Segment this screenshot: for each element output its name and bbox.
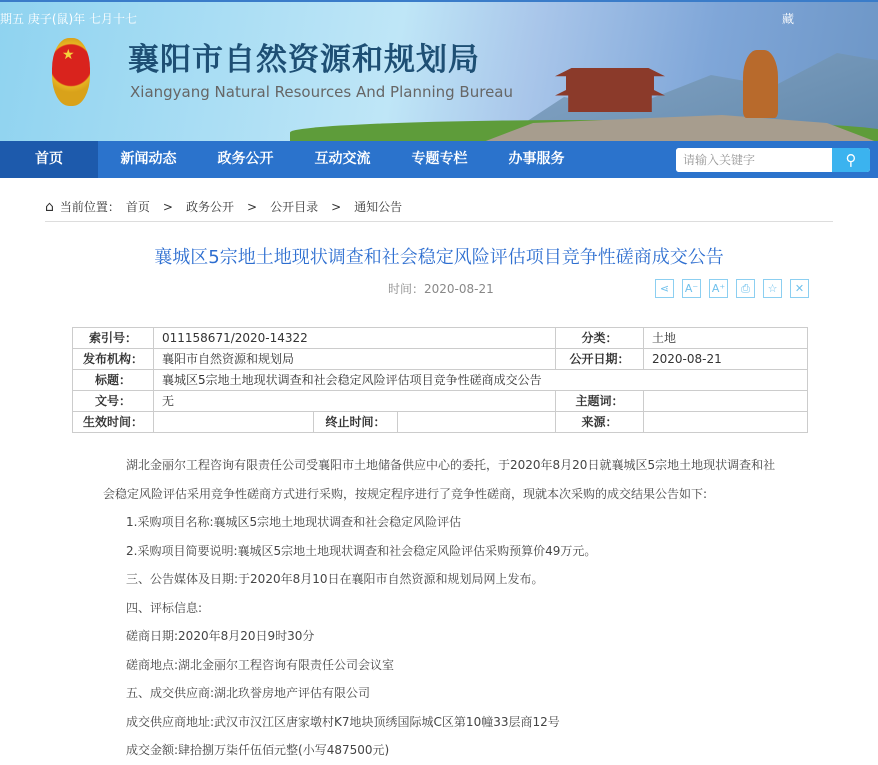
effective-label: 生效时间： xyxy=(73,412,154,433)
breadcrumb-catalog[interactable]: 公开目录 xyxy=(270,200,319,214)
keywords-value xyxy=(644,391,808,412)
lunar-date: 期五 庚子(鼠)年 七月十七 xyxy=(0,12,137,26)
header-banner xyxy=(0,0,878,141)
close-icon[interactable]: ✕ xyxy=(790,279,809,298)
print-icon[interactable]: ⎙ xyxy=(736,279,755,298)
paragraph: 五、成交供应商:湖北玖誉房地产评估有限公司 xyxy=(126,686,371,700)
breadcrumb-label: 当前位置： xyxy=(59,200,120,214)
breadcrumb-separator: > xyxy=(247,200,258,214)
home-icon: ⌂ xyxy=(45,199,54,215)
metadata-table xyxy=(72,327,808,433)
paragraph: 2.采购项目简要说明:襄城区5宗地土地现状调查和社会稳定风险评估采购预算价49万元。 xyxy=(126,543,597,558)
font-decrease-icon[interactable]: A⁻ xyxy=(682,279,701,298)
font-increase-icon[interactable]: A⁺ xyxy=(709,279,728,298)
index-value: 011158671/2020-14322 xyxy=(154,328,556,349)
nav-services[interactable]: 办事服务 xyxy=(508,151,565,167)
nav-interaction[interactable]: 互动交流 xyxy=(314,151,371,167)
title-value: 襄城区5宗地土地现状调查和社会稳定风险评估项目竞争性磋商成交公告 xyxy=(154,370,808,391)
breadcrumb-separator: > xyxy=(162,200,173,214)
nav-home[interactable]: 首页 xyxy=(0,141,98,178)
paragraph: 成交供应商地址:武汉市汉江区唐家墩村K7地块顶绣国际城C区第10幢33层商12号 xyxy=(126,714,560,729)
index-label: 索引号： xyxy=(73,328,154,349)
effective-value xyxy=(154,412,314,433)
paragraph: 四、评标信息: xyxy=(126,600,203,615)
breadcrumb-notices[interactable]: 通知公告 xyxy=(354,200,403,214)
breadcrumb xyxy=(45,198,402,216)
expire-label: 终止时间： xyxy=(314,412,398,433)
site-title: 襄阳市自然资源和规划局 xyxy=(128,42,480,78)
article-time: 时间：2020-08-21 xyxy=(388,282,494,296)
nav-topics[interactable]: 专题专栏 xyxy=(411,151,468,167)
paragraph: 成交金额:肆拾捌万柒仟伍佰元整(小写487500元) xyxy=(126,743,390,757)
share-icon[interactable]: ⋖ xyxy=(655,279,674,298)
breadcrumb-separator: > xyxy=(331,200,342,214)
statue-image xyxy=(743,50,778,118)
favorite-link[interactable]: 藏 xyxy=(782,12,795,26)
search-input[interactable] xyxy=(676,148,832,172)
table-row xyxy=(73,391,808,412)
docno-label: 文号： xyxy=(73,391,154,412)
tower-image xyxy=(555,57,665,112)
keywords-label: 主题词： xyxy=(556,391,644,412)
nav-news[interactable]: 新闻动态 xyxy=(120,151,177,167)
table-row xyxy=(73,328,808,349)
paragraph: 磋商地点:湖北金丽尔工程咨询有限责任公司会议室 xyxy=(126,657,395,672)
source-value xyxy=(644,412,808,433)
publisher-value: 襄阳市自然资源和规划局 xyxy=(154,349,556,370)
search-button[interactable] xyxy=(832,148,870,172)
category-value: 土地 xyxy=(644,328,808,349)
search-icon: ⚲ xyxy=(845,151,857,169)
article-title: 襄城区5宗地土地现状调查和社会稳定风险评估项目竞争性磋商成交公告 xyxy=(154,247,724,268)
docno-value: 无 xyxy=(154,391,556,412)
search-box xyxy=(676,148,870,172)
breadcrumb-gov-affairs[interactable]: 政务公开 xyxy=(185,200,234,214)
article-tools xyxy=(655,279,809,298)
date-value: 2020-08-21 xyxy=(644,349,808,370)
category-label: 分类： xyxy=(556,328,644,349)
article-body xyxy=(103,451,783,765)
table-row xyxy=(73,370,808,391)
source-label: 来源： xyxy=(556,412,644,433)
paragraph: 湖北金丽尔工程咨询有限责任公司受襄阳市土地储备供应中心的委托，于2020年8月20日就襄城区5宗地土地现状调查和社会稳定风险评估采用竞争性磋商方式进行采购，按规定程序进行了竞争性磋商，现就本次采购的成交结果公告如下: xyxy=(103,458,776,501)
site-subtitle: Xiangyang Natural Resources And Planning Bureau xyxy=(130,83,513,101)
paragraph: 1.采购项目名称:襄城区5宗地土地现状调查和社会稳定风险评估 xyxy=(126,515,462,529)
paragraph: 磋商日期:2020年8月20日9时30分 xyxy=(126,629,315,643)
expire-value xyxy=(398,412,556,433)
favorite-star-icon[interactable]: ☆ xyxy=(763,279,782,298)
publisher-label: 发布机构： xyxy=(73,349,154,370)
paragraph: 三、公告媒体及日期:于2020年8月10日在襄阳市自然资源和规划局网上发布。 xyxy=(126,572,544,586)
national-emblem-icon: ★ xyxy=(52,38,90,106)
table-row xyxy=(73,412,808,433)
table-row xyxy=(73,349,808,370)
title-label: 标题： xyxy=(73,370,154,391)
date-label: 公开日期： xyxy=(556,349,644,370)
nav-gov-affairs[interactable]: 政务公开 xyxy=(217,151,274,167)
breadcrumb-home[interactable]: 首页 xyxy=(125,200,150,214)
divider xyxy=(45,221,833,222)
